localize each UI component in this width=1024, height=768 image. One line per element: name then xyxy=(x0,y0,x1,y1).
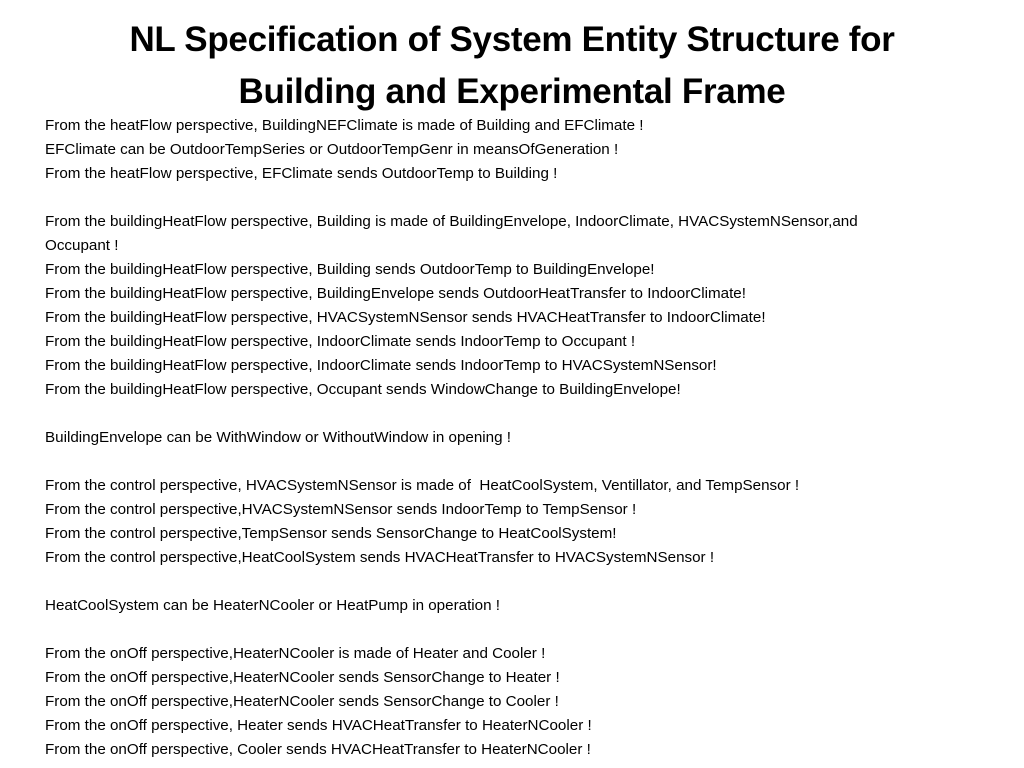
text-line: From the buildingHeatFlow perspective, IndoorClimate sends IndoorTemp to HVACSystemNSensor! xyxy=(45,357,717,374)
text-line: From the buildingHeatFlow perspective, Building is made of BuildingEnvelope, IndoorClimate, HVACSystemNSensor,and xyxy=(45,213,858,230)
text-line: From the control perspective,HeatCoolSystem sends HVACHeatTransfer to HVACSystemNSensor ! xyxy=(45,549,715,566)
text-line: From the control perspective, HVACSystemNSensor is made of HeatCoolSystem, Ventillator, and TempSensor ! xyxy=(45,477,800,494)
paragraph-heatflow xyxy=(45,114,1020,186)
title-line-2: Building and Experimental Frame xyxy=(238,72,786,111)
paragraph-envelope-opening xyxy=(45,426,1020,450)
slide-title xyxy=(0,14,1024,118)
text-line: BuildingEnvelope can be WithWindow or WithoutWindow in opening ! xyxy=(45,429,511,446)
text-line: From the onOff perspective,HeaterNCooler is made of Heater and Cooler ! xyxy=(45,645,546,662)
paragraph-heatcool-operation xyxy=(45,594,1020,618)
text-line: From the buildingHeatFlow perspective, BuildingEnvelope sends OutdoorHeatTransfer to IndoorClimate! xyxy=(45,285,746,302)
text-line: EFClimate can be OutdoorTempSeries or OutdoorTempGenr in meansOfGeneration ! xyxy=(45,141,619,158)
paragraph-building-heatflow xyxy=(45,210,1020,402)
text-line: HeatCoolSystem can be HeaterNCooler or HeatPump in operation ! xyxy=(45,597,501,614)
text-line: Occupant ! xyxy=(45,237,119,254)
paragraph-onoff xyxy=(45,642,1020,762)
text-line: From the onOff perspective, Heater sends HVACHeatTransfer to HeaterNCooler ! xyxy=(45,717,592,734)
text-line: From the control perspective,TempSensor sends SensorChange to HeatCoolSystem! xyxy=(45,525,617,542)
title-line-1: NL Specification of System Entity Structure for xyxy=(129,20,895,59)
text-line: From the buildingHeatFlow perspective, HVACSystemNSensor sends HVACHeatTransfer to IndoorClimate! xyxy=(45,309,766,326)
text-line: From the buildingHeatFlow perspective, Occupant sends WindowChange to BuildingEnvelope! xyxy=(45,381,681,398)
slide-body xyxy=(45,114,1020,762)
text-line: From the onOff perspective,HeaterNCooler sends SensorChange to Cooler ! xyxy=(45,693,559,710)
text-line: From the heatFlow perspective, EFClimate sends OutdoorTemp to Building ! xyxy=(45,165,558,182)
text-line: From the buildingHeatFlow perspective, IndoorClimate sends IndoorTemp to Occupant ! xyxy=(45,333,636,350)
text-line: From the control perspective,HVACSystemNSensor sends IndoorTemp to TempSensor ! xyxy=(45,501,637,518)
text-line: From the buildingHeatFlow perspective, Building sends OutdoorTemp to BuildingEnvelope! xyxy=(45,261,655,278)
text-line: From the onOff perspective, Cooler sends HVACHeatTransfer to HeaterNCooler ! xyxy=(45,741,591,758)
text-line: From the heatFlow perspective, BuildingNEFClimate is made of Building and EFClimate ! xyxy=(45,117,644,134)
paragraph-control xyxy=(45,474,1020,570)
text-line: From the onOff perspective,HeaterNCooler sends SensorChange to Heater ! xyxy=(45,669,560,686)
